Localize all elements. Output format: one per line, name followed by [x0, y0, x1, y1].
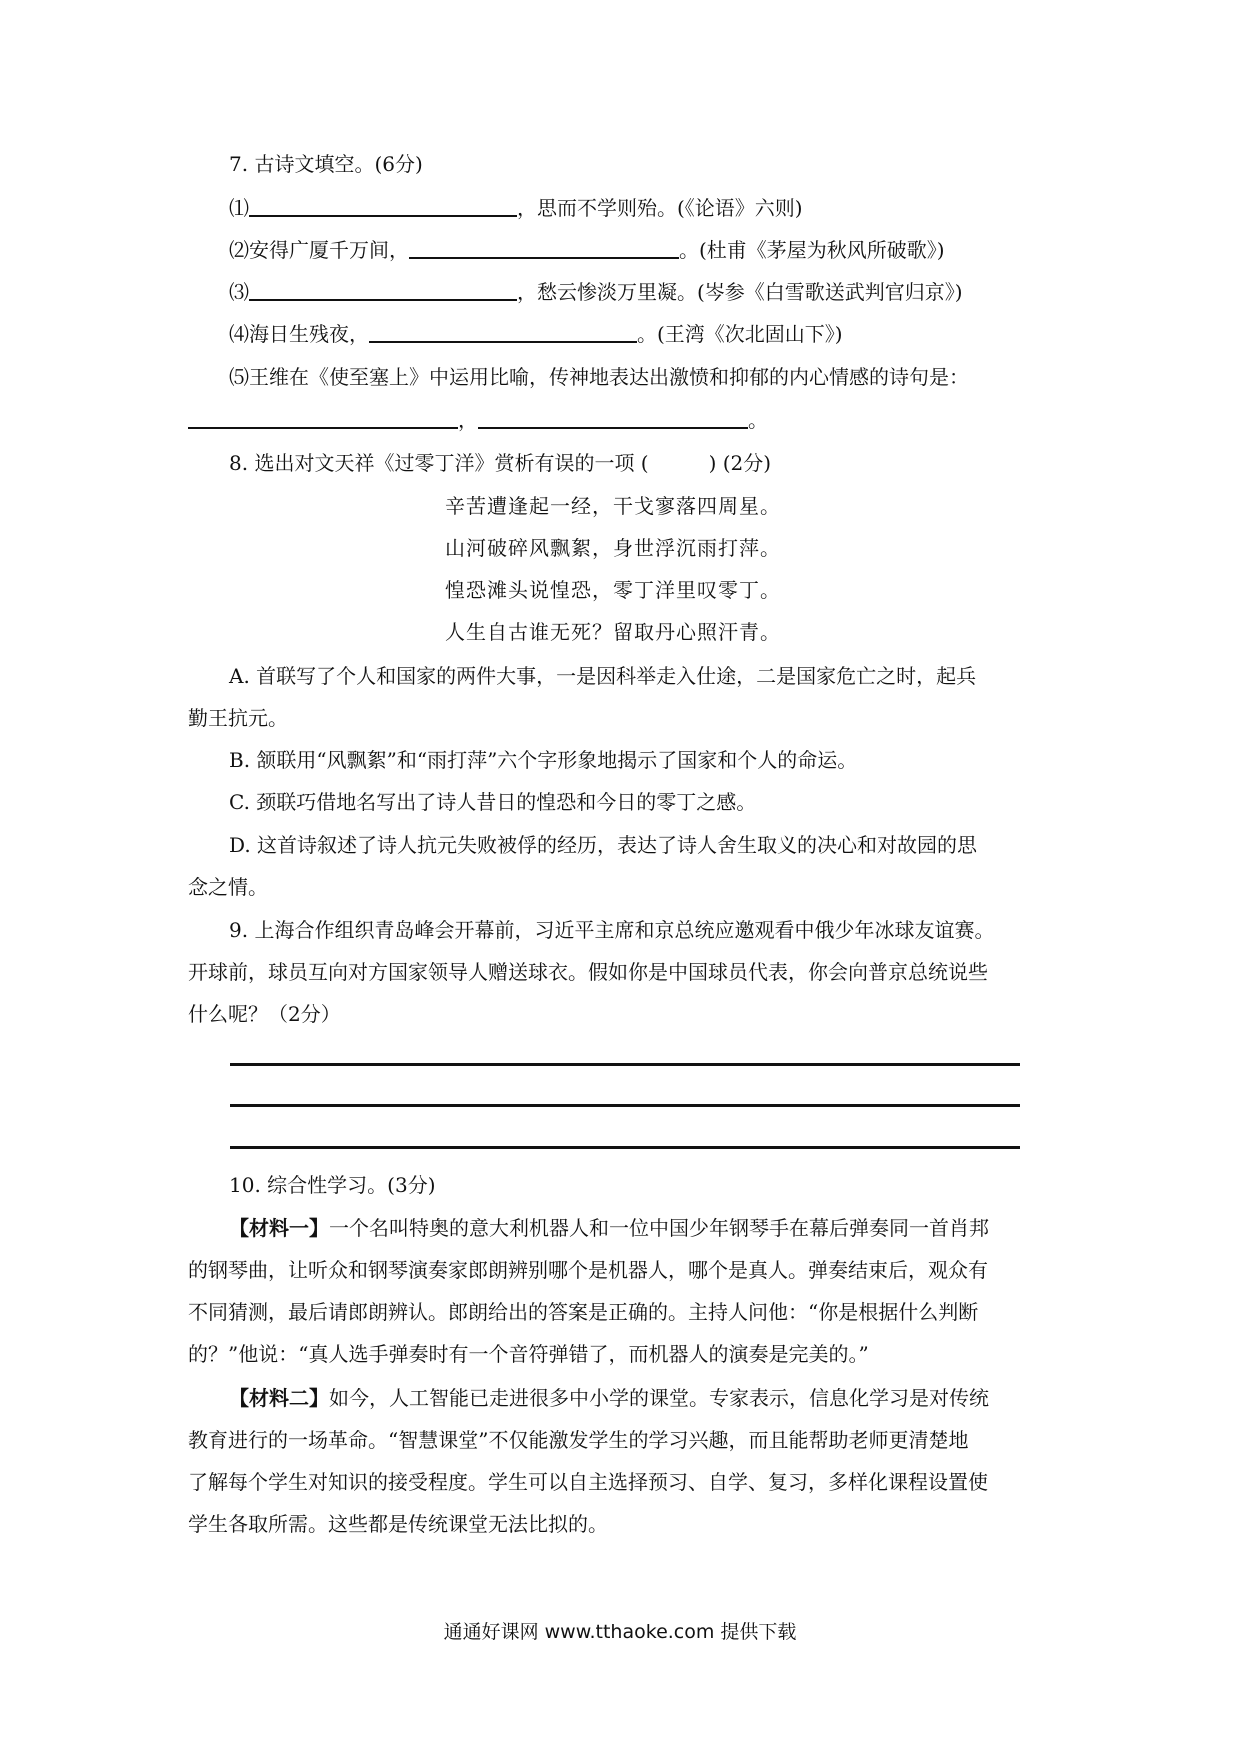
q10-material2-label: 【材料二】 [229, 1386, 329, 1410]
q10-material1-line: 的钢琴曲，让听众和钢琴演奏家郎朗辨别哪个是机器人，哪个是真人。弹奏结束后，观众有 [188, 1258, 988, 1282]
q10-material1-line [229, 1216, 989, 1240]
q7-item2-lead: ⑵安得广厦千万间， [229, 238, 409, 262]
q7-item5-blank-1[interactable] [188, 407, 458, 429]
q7-item5-answer [188, 407, 768, 432]
q7-item1-text: ，思而不学则殆。(《论语》六则) [517, 196, 803, 220]
q7-item5-blank-2[interactable] [478, 407, 748, 429]
q10-title: 10. 综合性学习。(3分) [229, 1173, 436, 1197]
q8-option-b: B. 颔联用“风飘絮”和“雨打萍”六个字形象地揭示了国家和个人的命运。 [229, 748, 858, 772]
q7-item1 [229, 195, 803, 220]
q9-answer-line[interactable] [230, 1146, 1020, 1149]
q10-material2-text: 如今，人工智能已走进很多中小学的课堂。专家表示，信息化学习是对传统 [329, 1386, 989, 1410]
q10-material2-line [229, 1386, 989, 1410]
q7-item4-text: 。(王湾《次北固山下》) [637, 322, 843, 346]
q8-option-d: D. 这首诗叙述了诗人抗元失败被俘的经历，表达了诗人舍生取义的决心和对故园的思 [229, 833, 978, 857]
q9-text-line: 开球前，球员互向对方国家领导人赠送球衣。假如你是中国球员代表，你会向普京总统说些 [188, 960, 988, 984]
q7-item3-text: ，愁云惨淡万里凝。(岑参《白雪歌送武判官归京》) [517, 280, 963, 304]
q8-poem-line: 惶恐滩头说惶恐，零丁洋里叹零丁。 [445, 578, 781, 602]
q7-item4 [229, 321, 843, 346]
q7-item5-period: 。 [748, 408, 768, 432]
q8-option-d-cont: 念之情。 [188, 875, 268, 899]
page-footer: 通通好课网 www.tthaoke.com 提供下载 [443, 1621, 797, 1643]
q10-material2-line: 学生各取所需。这些都是传统课堂无法比拟的。 [188, 1512, 608, 1536]
q7-title: 7. 古诗文填空。(6分) [229, 152, 423, 176]
q8-title: 8. 选出对文天祥《过零丁洋》赏析有误的一项 ( ) (2分) [229, 451, 772, 475]
q8-option-a-cont: 勤王抗元。 [188, 706, 288, 730]
q10-material2-line: 教育进行的一场革命。“智慧课堂”不仅能激发学生的学习兴趣，而且能帮助老师更清楚地 [188, 1428, 969, 1452]
q9-text-line: 什么呢？（2分） [188, 1002, 341, 1026]
q10-material2-line: 了解每个学生对知识的接受程度。学生可以自主选择预习、自学、复习，多样化课程设置使 [188, 1470, 988, 1494]
q7-item1-blank[interactable] [249, 195, 517, 217]
q7-item3-blank[interactable] [249, 279, 517, 301]
q7-item4-lead: ⑷海日生残夜， [229, 322, 369, 346]
q9-answer-line[interactable] [230, 1104, 1020, 1107]
q8-poem-line: 辛苦遭逢起一经，干戈寥落四周星。 [445, 494, 781, 518]
q10-material1-text: 一个名叫特奥的意大利机器人和一位中国少年钢琴手在幕后弹奏同一首肖邦 [329, 1216, 989, 1240]
q8-option-a: A. 首联写了个人和国家的两件大事，一是因科举走入仕途，二是国家危亡之时，起兵 [229, 664, 977, 688]
q7-item5: ⑸王维在《使至塞上》中运用比喻，传神地表达出激愤和抑郁的内心情感的诗句是： [229, 365, 969, 389]
q8-poem-line: 人生自古谁无死？留取丹心照汗青。 [445, 620, 781, 644]
q10-material1-label: 【材料一】 [229, 1216, 329, 1240]
q7-item1-num: ⑴ [229, 196, 249, 220]
q7-item3 [229, 279, 963, 304]
q9-text-line: 9. 上海合作组织青岛峰会开幕前，习近平主席和京总统应邀观看中俄少年冰球友谊赛。 [229, 918, 995, 942]
q7-item2-blank[interactable] [409, 237, 679, 259]
q10-material1-line: 的？”他说：“真人选手弹奏时有一个音符弹错了，而机器人的演奏是完美的。” [188, 1342, 869, 1366]
q7-item4-blank[interactable] [369, 321, 637, 343]
q7-item5-comma: ， [458, 408, 478, 432]
q8-poem-line: 山河破碎风飘絮，身世浮沉雨打萍。 [445, 536, 781, 560]
q10-material1-line: 不同猜测，最后请郎朗辨认。郎朗给出的答案是正确的。主持人问他：“你是根据什么判断 [188, 1300, 979, 1324]
q8-option-c: C. 颈联巧借地名写出了诗人昔日的惶恐和今日的零丁之感。 [229, 790, 757, 814]
q7-item2 [229, 237, 945, 262]
q7-item2-text: 。(杜甫《茅屋为秋风所破歌》) [679, 238, 945, 262]
q9-answer-line[interactable] [230, 1063, 1020, 1066]
q7-item3-num: ⑶ [229, 280, 249, 304]
